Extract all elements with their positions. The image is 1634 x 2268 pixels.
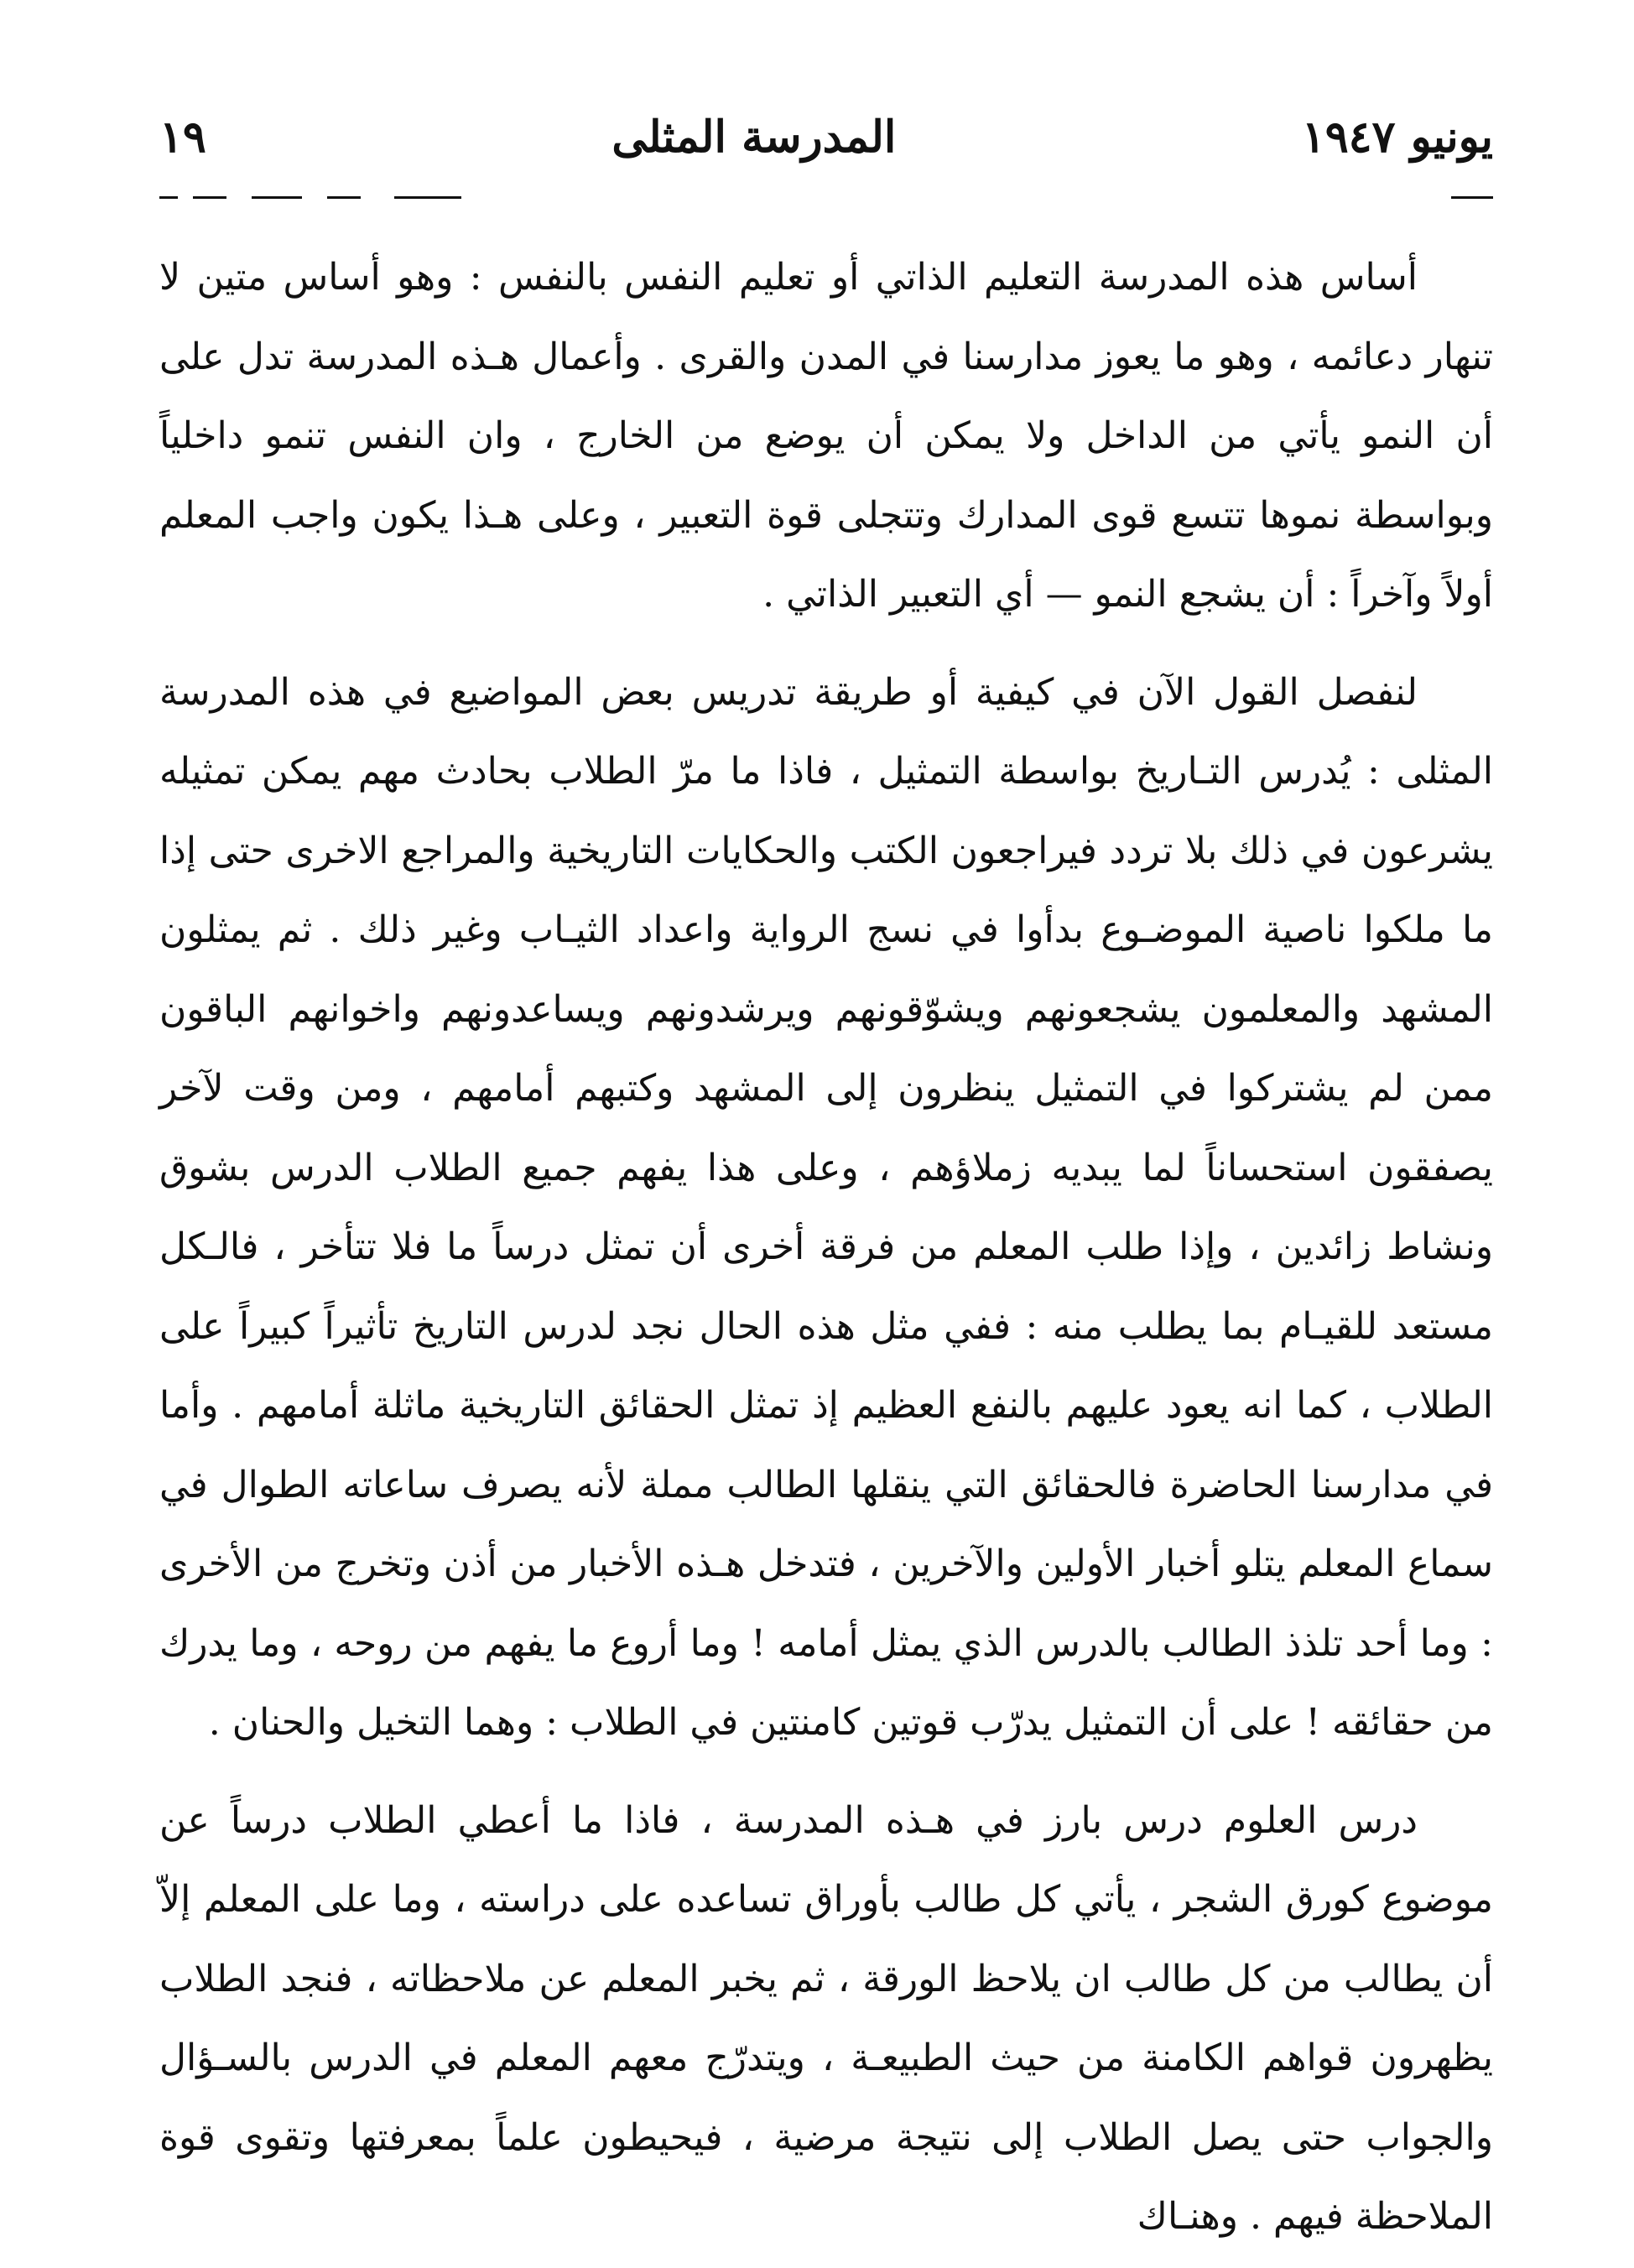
header-title: المدرسة المثلى bbox=[611, 112, 897, 163]
paragraph-1: أساس هذه المدرسة التعليم الذاتي أو تعليم النفس بالنفس : وهو أساس متين لا تنهار دعائمه ، وهو ما يعوز مدارسنا في المدن والقرى . وأعمال هـذه المدرسة تدل على أن النمو يأتي من الداخل ولا يمكن أن يوضع من الخارج ، وان النفس تنمو داخلياً وبواسطة نموها تتسع قوى المدارك وتتجلى قوة التعبير ، وعلى هـذا يكون واجب المعلم أولاً وآخراً : أن يشجع النمو — أي التعبير الذاتي . bbox=[159, 256, 1493, 616]
header-date: يونيو ١٩٤٧ bbox=[1301, 112, 1493, 163]
running-header bbox=[159, 99, 1493, 176]
header-rule bbox=[159, 193, 1493, 201]
paragraph-3: درس العلوم درس بارز في هـذه المدرسة ، فاذا ما أعطي الطلاب درساً عن موضوع كورق الشجر ، يأتي كل طالب بأوراق تساعده على دراسته ، وما على المعلم إلاّ أن يطالب من كل طالب ان يلاحظ الورقة ، ثم يخبر المعلم عن ملاحظاته ، فنجد الطلاب يظهرون قواهم الكامنة من حيث الطبيعـة ، ويتدرّج معهم المعلم في الدرس بالسـؤال والجواب حتى يصل الطلاب إلى نتيجة مرضية ، فيحيطون علماً بمعرفتها وتقوى قوة الملاحظة فيهم . وهنـاك bbox=[159, 1798, 1493, 2238]
page-number: ١٩ bbox=[159, 112, 206, 163]
paragraph-2: لنفصل القول الآن في كيفية أو طريقة تدريس بعض المواضيع في هذه المدرسة المثلى : يُدرس التـاريخ بواسطة التمثيل ، فاذا ما مرّ الطلاب بحادث مهم يمكن تمثيله يشرعون في ذلك بلا تردد فيراجعون الكتب والحكايات التاريخية والمراجع الاخرى حتى إذا ما ملكوا ناصية الموضـوع بدأوا في نسج الرواية واعداد الثيـاب وغير ذلك . ثم يمثلون المشهد والمعلمون يشجعونهم ويشوّقونهم ويرشدونهم ويساعدونهم واخوانهم الباقون ممن لم يشتركوا في التمثيل ينظرون إلى المشهد وكتبهم أمامهم ، ومن وقت لآخر يصفقون استحساناً لما يبديه زملاؤهم ، وعلى هذا يفهم جميع الطلاب الدرس بشوق ونشاط زائدين ، وإذا طلب المعلم من فرقة أخرى أن تمثل درساً ما فلا تتأخر ، فالـكل مستعد للقيـام بما يطلب منه : ففي مثل هذه الحال نجد لدرس التاريخ تأثيراً كبيراً على الطلاب ، كما انه يعود عليهم بالنفع العظيم إذ تمثل الحقائق التاريخية ماثلة أمامهم . وأما في مدارسنا الحاضرة فالحقائق التي ينقلها الطالب مملة لأنه يصرف ساعاته الطوال في سماع المعلم يتلو أخبار الأولين والآخرين ، فتدخل هـذه الأخبار من أذن وتخرج من الأخرى : وما أحد تلذذ الطالب بالدرس الذي يمثل أمامه ! وما أروع ما يفهم من روحه ، وما يدرك من حقائقه ! على أن التمثيل يدرّب قوتين كامنتين في الطلاب : وهما التخيل والحنان . bbox=[159, 670, 1493, 1744]
body-text bbox=[159, 238, 1493, 2257]
